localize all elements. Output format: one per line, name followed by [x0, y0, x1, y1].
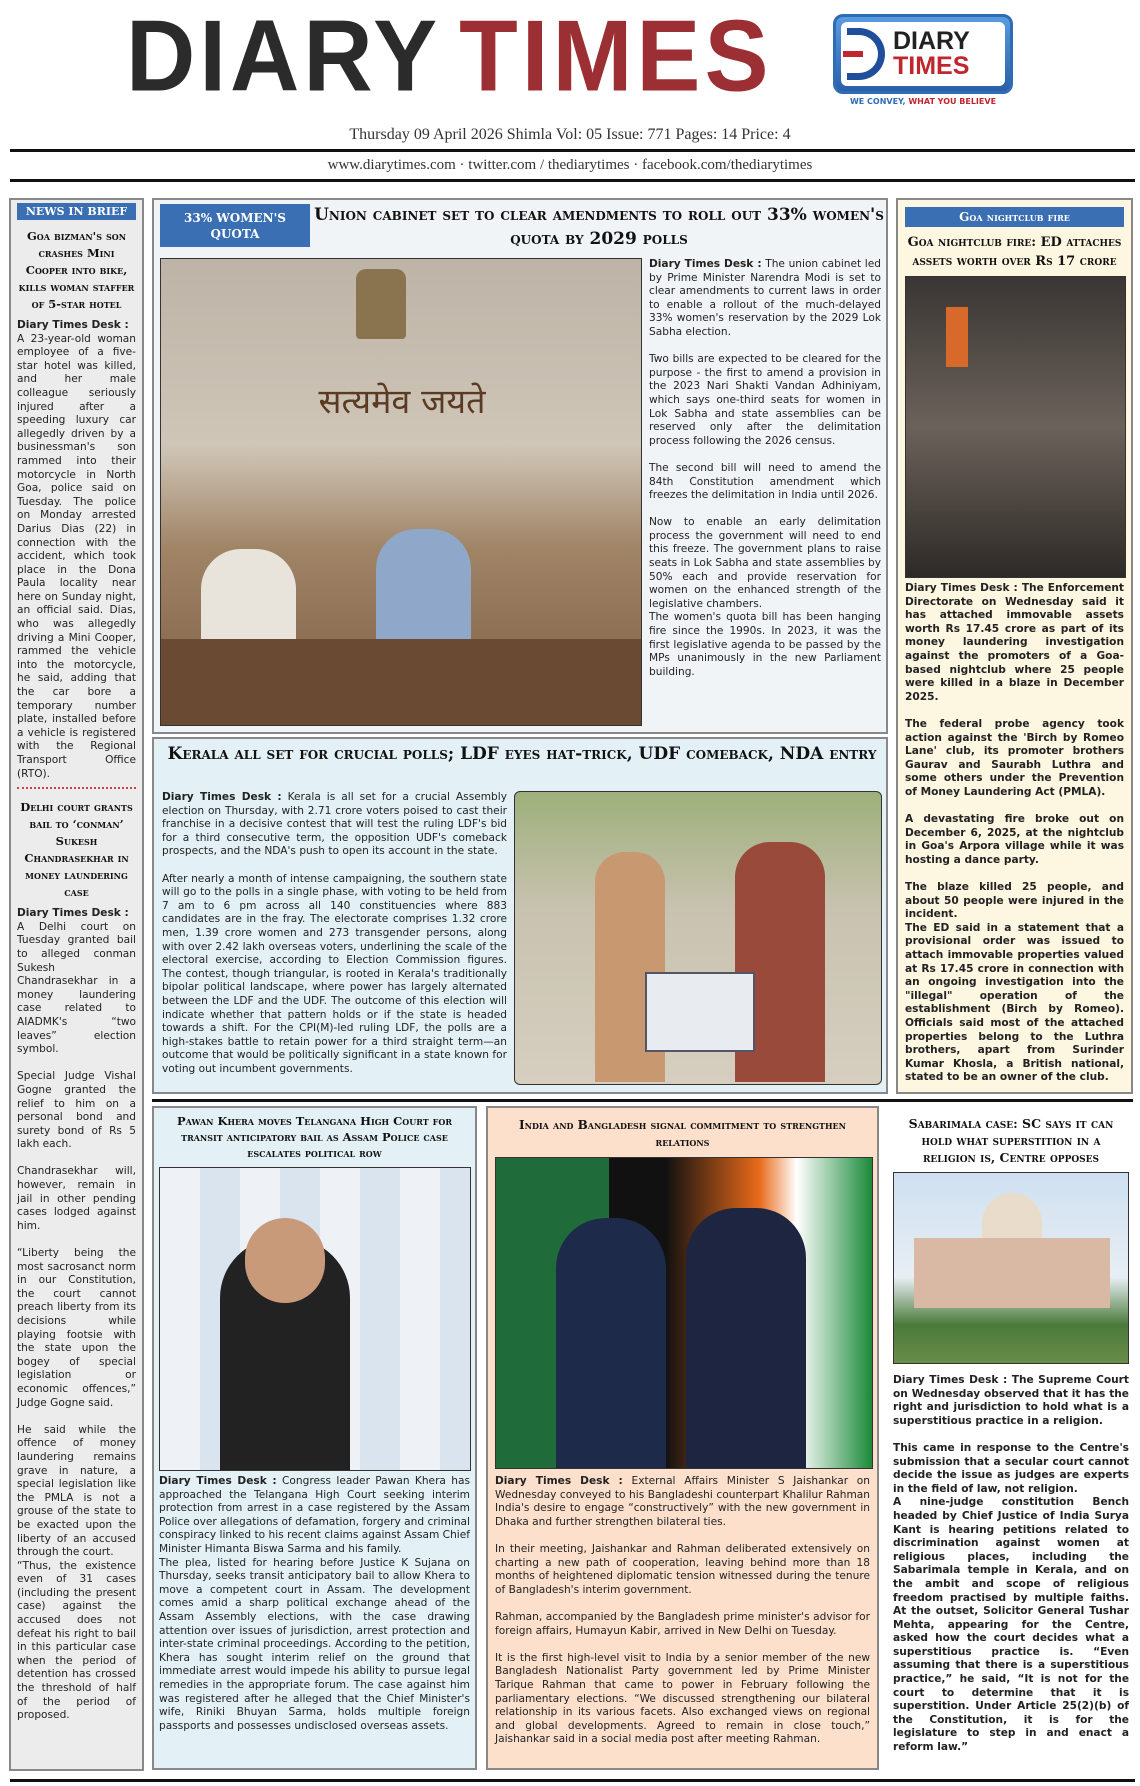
headline[interactable]: Pawan Khera moves Telangana High Court for transit anticipatory bail as Assam Police case escalates political row: [177, 1114, 452, 1160]
divider: [10, 149, 1135, 152]
byline: Diary Times Desk :: [649, 258, 762, 270]
handshake-photo: [495, 1157, 873, 1469]
byline: Diary Times Desk :: [17, 907, 129, 920]
khera-story: [152, 1106, 477, 1770]
paragraph: External Affairs Minister S Jaishankar on Wednesday conveyed to his Bangladeshi counterpart Khalilur Rahman India's desire to engage “constructively” with the new government in Dhaka and further strengthen bilateral ties.: [495, 1475, 870, 1528]
dome: [982, 1193, 1042, 1238]
byline: Diary Times Desk :: [159, 1475, 277, 1487]
divider: [10, 1779, 1135, 1782]
paragraph: A Delhi court on Tuesday granted bail to alleged conman Sukesh Chandrasekhar in a money laundering case related to AIADMK's “two leaves” election symbol.: [17, 920, 136, 1056]
paragraph: The union cabinet led by Prime Minister Narendra Modi is set to clear amendments to current laws in order to enable a rollout of the much-delayed 33% women's reservation by the 2029 Lok Sabha election.: [649, 258, 881, 338]
logo-word-diary: DIARY: [126, 0, 442, 113]
paragraph: Now to enable an early delimitation process the government will need to end this freeze. The government plans to raise seats in Lok Sabha and state assemblies by 50% each and provide reservation for women on the enhanced strength of the legislative chambers.: [649, 516, 881, 610]
paragraph: It is the first high-level visit to India by a senior member of the new Bangladesh Nationalist Party government led by Prime Minister Tarique Rahman that came to power in February following the parliamentary elections. “We discussed strengthening our bilateral relationship in its various facets. Also exchanged views on regional and global developments. Agreed to remain in close touch,” Jaishankar said in a social media post after meeting Rahman.: [495, 1651, 870, 1746]
goa-fire-story: [896, 198, 1133, 1094]
headline[interactable]: Union cabinet set to clear amendments to roll out 33% women's quota by 2029 polls: [314, 205, 884, 249]
dateline: Thursday 09 April 2026 Shimla Vol: 05 Issue: 771 Pages: 14 Price: 4: [349, 126, 791, 143]
paragraph: Rahman, accompanied by the Bangladesh prime minister's advisor for foreign affairs, Humayun Kabir, arrived in New Delhi on Tuesday.: [495, 1610, 870, 1637]
headline[interactable]: Kerala all set for crucial polls; LDF eyes hat-trick, UDF comeback, NDA entry: [167, 744, 877, 764]
badge-text-diary: DIARY: [893, 27, 970, 55]
paragraph: The plea, listed for hearing before Justice K Sujana on Thursday, seeks transit anticipatory bail to allow Khera to move a competent court in Assam. The development comes amid a sharp political exchange ahead of the Assam Assembly elections, with the case drawing attention over issues of jurisdiction, arrest protection and inter-state criminal proceedings. According to the petition, Khera has sought interim relief on the ground that immediate arrest would impede his ability to pursue legal remedies in the appropriate forum. The case against him was registered after he alleged that the Chief Minister's wife, Riniki Bhuyan Sarma, holds multiple foreign passports and possesses undisclosed overseas assets.: [159, 1556, 470, 1732]
masthead-logo: [126, 0, 773, 113]
paragraph: Congress leader Pawan Khera has approached the Telangana High Court seeking interim protection from arrest in a case registered by the Assam Police over allegations of defamation, forgery and criminal conspiracy linked to his recent claims against Assam Chief Minister Himanta Biswa Sarma and his family.: [159, 1475, 470, 1555]
article-text: [159, 1475, 470, 1733]
brand-badge: [833, 14, 1013, 94]
building: [914, 1238, 1110, 1308]
badge-text-times: TIMES: [893, 52, 970, 80]
tagline: [833, 97, 1013, 106]
evm-box: [645, 972, 755, 1052]
paragraph: The women's quota bill has been hanging fire since the 1990s. In 2023, it was the first legislative agenda to be passed by the MPs unanimously in the new Parliament building.: [649, 611, 881, 678]
section-label: 33% WOMEN'S QUOTA: [160, 204, 310, 247]
cabinet-photo: [160, 258, 642, 726]
article-text: [162, 791, 507, 1076]
person-figure: [201, 549, 296, 649]
kerala-story: [152, 737, 888, 1094]
table: [161, 639, 642, 726]
divider: [17, 787, 136, 789]
divider: [10, 179, 1135, 182]
paragraph: A nine-judge constitution Bench headed by Chief Justice of India Surya Kant is hearing petitions related to discrimination against women at religious places, including the Sabarimala temple in Kerala, and on the ambit and scope of religious freedom practised by multiple faiths. At the outset, Solicitor General Tushar Mehta, appearing for the Centre, asked how the court decides what a superstitious practice is. “Even assuming that there is a superstitious practice,” he said, “It is not for the court to determine that it is superstition. Under Article 25(2)(b) of the Constitution, it is for the legislature to step in and enact a reform law.”: [893, 1496, 1129, 1754]
byline: Diary Times Desk :: [17, 319, 129, 331]
article-text: [495, 1475, 870, 1747]
paragraph: The federal probe agency took action against the 'Birch by Romeo Lane' club, its promoter brothers Gaurav and Saurabh Luthra and some others under the Prevention of Money Laundering Act (PMLA).: [905, 717, 1124, 798]
paragraph: After nearly a month of intense campaigning, the southern state will go to the polls in a single phase, with voting to be held from 7 am to 6 pm across all 140 constituencies where 883 candidates are in the fray. The electorate comprises 1.32 crore men, 1.39 crore women and 273 transgender persons, along with over 2.42 lakh overseas voters, underlining the scale of the electoral exercise, according to Election Commission figures. The contest, though triangular, is rooted in Kerala's traditionally bipolar political landscape, where power has largely alternated between the LDF and the UDF. The outcome of this election will indicate whether that pattern holds or if the state is headed towards a shift. For the CPI(M)-led ruling LDF, the polls are a high-stakes battle to retain power for a third straight term—an outcome that would be politically significant in a state known for voting out incumbent governments.: [162, 872, 507, 1075]
headline[interactable]: Goa nightclub fire: ED attaches assets worth over Rs 17 crore: [907, 235, 1122, 269]
headline[interactable]: Goa bizman's son crashes Mini Cooper into bike, kills woman staffer of 5-star hotel: [18, 229, 135, 311]
lead-story: [152, 198, 888, 734]
paragraph: Special Judge Vishal Gogne granted the relief to him on a personal bond and surety bond of Rs 5 lakh each.: [17, 1070, 136, 1151]
logo-word-times: TIMES: [459, 0, 773, 113]
emblem-icon: [356, 269, 406, 339]
paragraph: He said while the offence of money laundering remains grave in nature, a special legislation like the PMLA is not a grouse of the state to be exacted upon the liberty of an accused through the court.: [17, 1423, 136, 1559]
article-text: [893, 1374, 1129, 1755]
paragraph: The Enforcement Directorate on Wednesday said it has attached immovable assets worth Rs 17.45 crore as part of its money laundering investigation against the promoters of a Goa-based nightclub where 25 people were killed in a blaze in December 2025.: [905, 582, 1124, 703]
person-figure: [556, 1218, 666, 1469]
byline: Diary Times Desk :: [495, 1475, 623, 1487]
section-label: Goa nightclub fire: [905, 207, 1124, 227]
face: [245, 1218, 325, 1303]
byline: Diary Times Desk :: [162, 791, 282, 803]
divider: [152, 1099, 1133, 1102]
tagline-b: WHAT YOU BELIEVE: [905, 97, 997, 106]
paragraph: This came in response to the Centre's submission that a secular court cannot decide the issue as judges are experts in the field of law, not religion.: [893, 1441, 1129, 1495]
headline[interactable]: India and Bangladesh signal commitment to strengthen relations: [519, 1118, 846, 1149]
person-figure: [686, 1208, 806, 1469]
headline[interactable]: Delhi court grants bail to ‘conman’ Sukesh Chandrasekhar in money laundering case: [20, 800, 133, 900]
paragraph: “Thus, the existence even of 31 cases (including the present case) against the accused does not defeat his right to bail in this particular case when the period of detention has crossed the threshold of half of the period of proposed.: [17, 1559, 136, 1722]
paragraph: Two bills are expected to be cleared for the purpose - the first to amend a provision in the 2023 Nari Shakti Vandan Adhiniyam, which says one-third seats for women in Lok Sabha and state assemblies can be reserved only after the delimitation process following the 2026 census.: [649, 353, 881, 447]
supreme-court-photo: [893, 1172, 1129, 1364]
tagline-a: WE CONVEY,: [849, 97, 906, 106]
headline[interactable]: Sabarimala case: SC says it can hold what superstition in a religion is, Centre opposes: [908, 1116, 1114, 1165]
khera-photo: [159, 1167, 471, 1471]
person-figure: [946, 307, 968, 367]
paragraph: The ED said in a statement that a provisional order was issued to attach immovable properties valued at Rs 17.45 crore in connection with an ongoing investigation into the "illegal" operation of the establishment (Birch by Romeo). Officials said most of the attached properties belong to the Luthra brothers, apart from Surinder Kumar Khosla, a British national, stated to be an owner of the club.: [905, 921, 1124, 1084]
social-links[interactable]: www.diarytimes.com · twitter.com / thediarytimes · facebook.com/thediarytimes: [327, 157, 813, 173]
article-text: [905, 582, 1124, 1085]
person-figure: [376, 529, 471, 649]
paragraph: Chandrasekhar will, however, remain in jail in other pending cases lodged against him.: [17, 1165, 136, 1232]
byline: Diary Times Desk :: [905, 582, 1018, 594]
india-bangladesh-story: [486, 1106, 879, 1770]
sabarimala-story: [888, 1106, 1134, 1770]
photo-inscription: सत्यमेव जयते: [318, 382, 486, 422]
paragraph: The Supreme Court on Wednesday observed that it has the right and jurisdiction to hold what is a superstitious practice in a religion.: [893, 1374, 1129, 1427]
byline: Diary Times Desk :: [893, 1374, 1008, 1386]
voters-photo: [514, 791, 882, 1085]
paragraph: Kerala is all set for a crucial Assembly election on Thursday, with 2.71 crore voters poised to cast their franchise in a decisive contest that will test the ruling LDF's bid for a third consecutive term, the opposition UDF's comeback prospects, and the NDA's push to open its account in the state.: [162, 791, 507, 858]
d-logo-icon: [847, 28, 885, 80]
news-in-brief-column: [9, 198, 144, 1771]
paragraph: The blaze killed 25 people, and about 50 people were injured in the incident.: [905, 881, 1124, 921]
paragraph: “Liberty being the most sacrosanct norm in our Constitution, the court cannot preach liberty from its decisions while playing footsie with the state upon the bogey of special legislation or economic offences,” Judge Gogne said.: [17, 1247, 136, 1409]
paragraph: A devastating fire broke out on December 6, 2025, at the nightclub in Goa's Arpora village while it was hosting a dance party.: [905, 813, 1124, 866]
section-label: NEWS IN BRIEF: [17, 203, 136, 220]
paragraph: A 23-year-old woman employee of a five-star hotel was killed, and her male colleague seriously injured after a speeding luxury car allegedly driven by a businessman's son rammed into their motorcycle in North Goa, police said on Tuesday. The police on Monday arrested Darius Dias (22) in connection with the accident, which took place in the Dona Paula locality near here on Sunday night, an official said. Dias, who was allegedly driving a Mini Cooper, rammed the vehicle into the motorcycle, he said, adding that the car bore a temporary number plate, installed before a vehicle is registered with the Regional Transport Office (RTO).: [17, 332, 136, 780]
paragraph: The second bill will need to amend the 84th Constitution amendment which freezes the delimitation in India until 2026.: [649, 461, 881, 502]
article-text: [649, 258, 881, 679]
fire-photo: [905, 276, 1126, 578]
paragraph: In their meeting, Jaishankar and Rahman deliberated extensively on charting a new path of cooperation, leaving behind more than 18 months of heightened diplomatic tension witnessed during the tenure of Bangladesh's interim government.: [495, 1542, 870, 1596]
